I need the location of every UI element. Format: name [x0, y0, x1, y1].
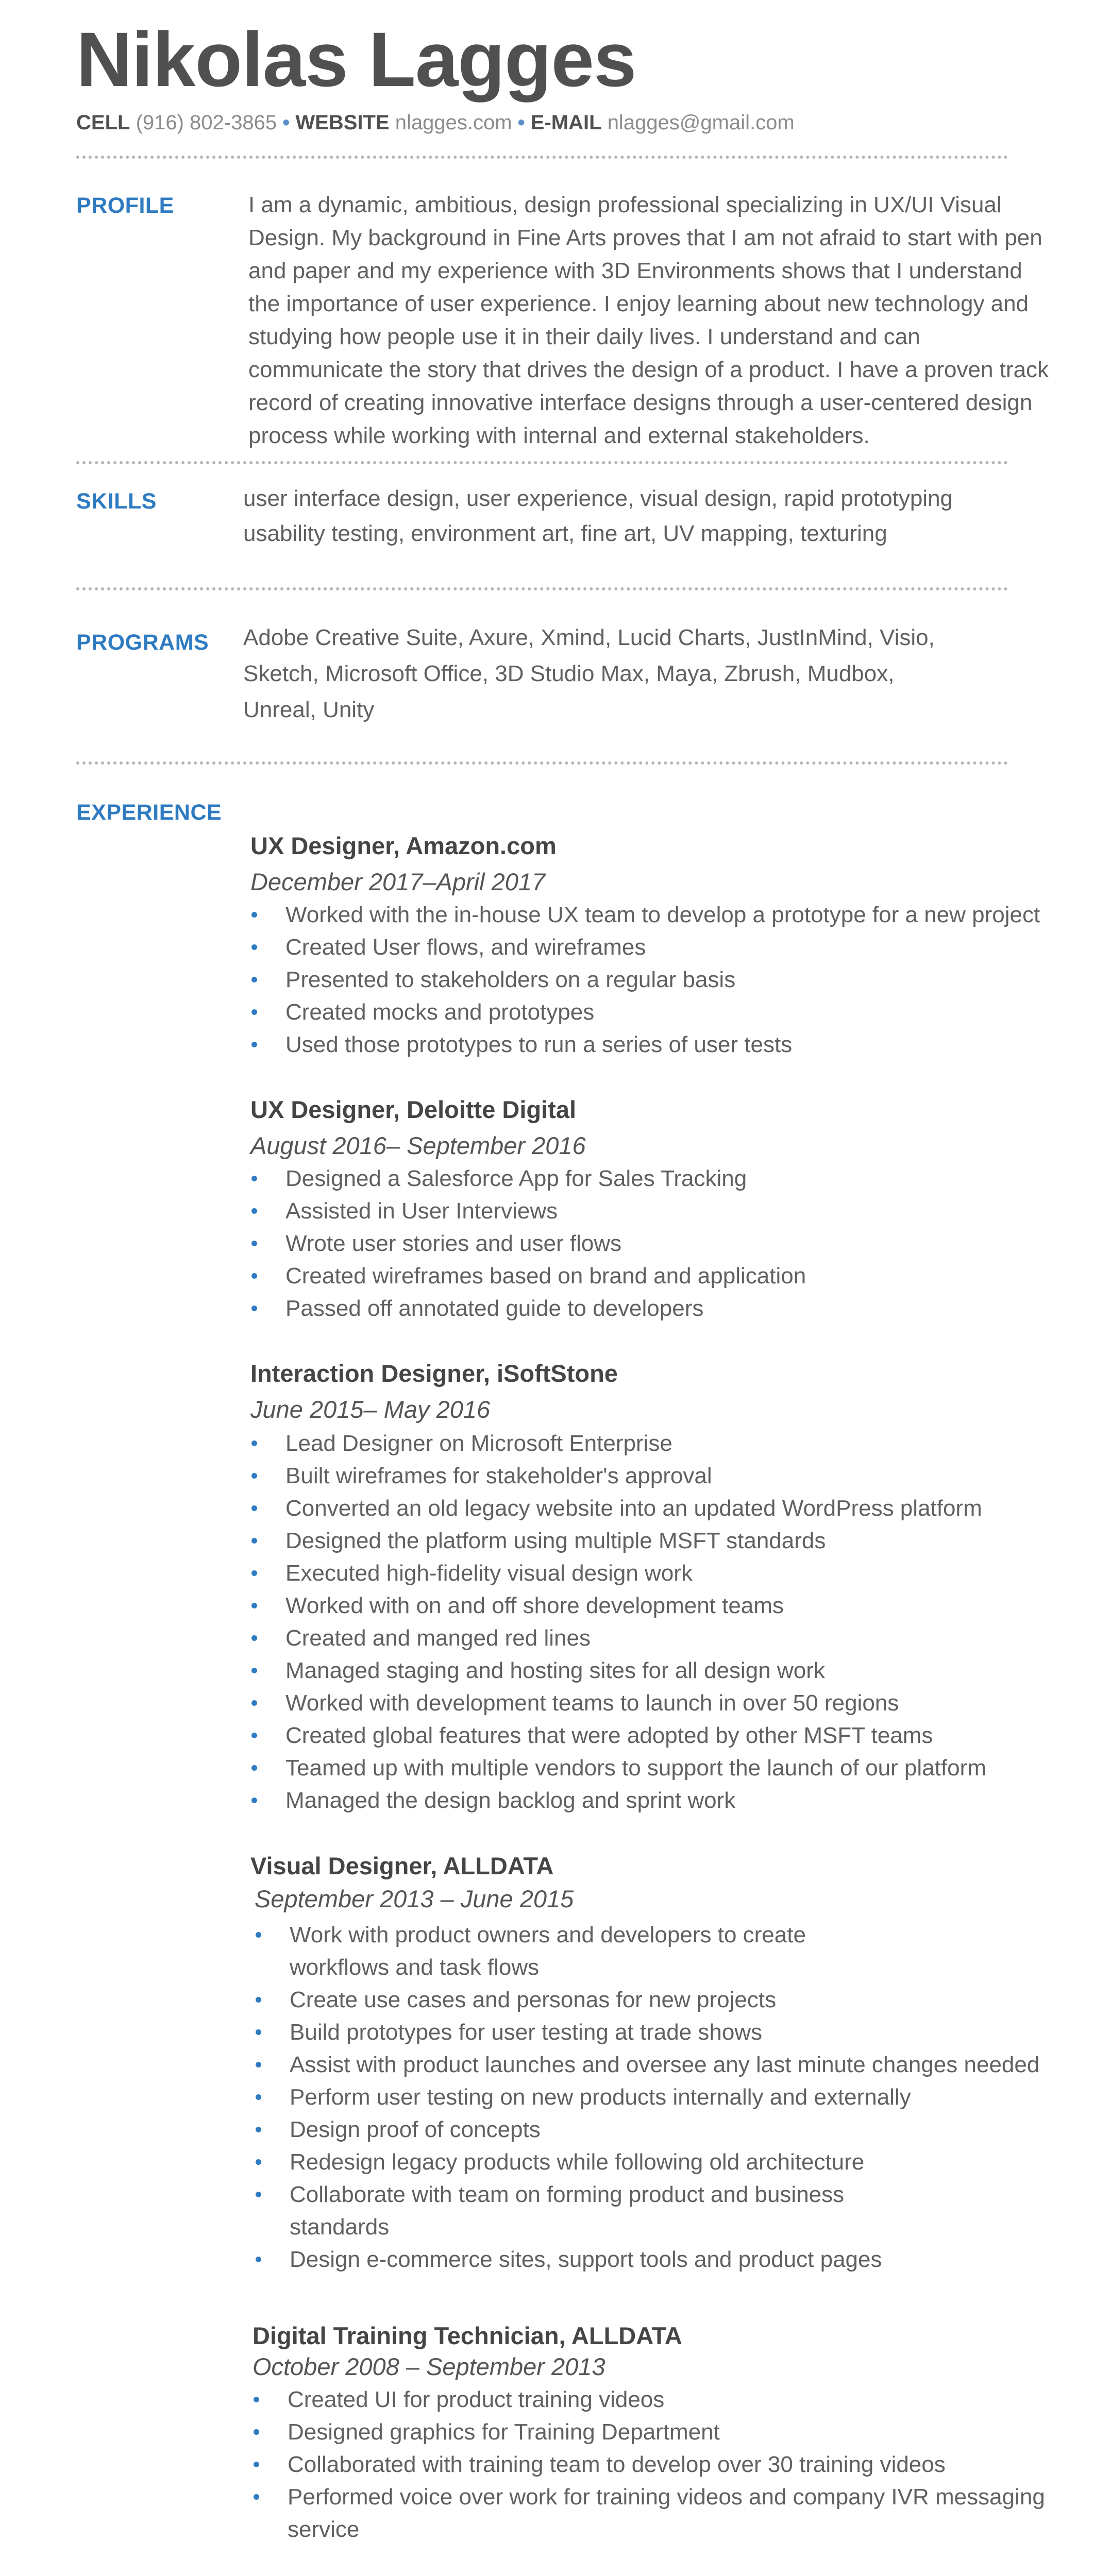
job-bullets [250, 2383, 1075, 2546]
programs-line: Adobe Creative Suite, Axure, Xmind, Lucid Charts, JustInMind, Visio, [243, 625, 935, 650]
list-item: Assisted in User Interviews [248, 1195, 1073, 1227]
list-item: Created global features that were adopted by other MSFT teams [248, 1719, 1073, 1752]
list-item: Created mocks and prototypes [248, 996, 1073, 1028]
list-item: Presented to stakeholders on a regular basis [248, 963, 1073, 996]
website-link[interactable]: nlagges.com [395, 111, 512, 134]
job-dates: August 2016– September 2016 [250, 1132, 586, 1159]
cell-value: (916) 802-3865 [136, 111, 277, 134]
email-link[interactable]: nlagges@gmail.com [607, 111, 795, 134]
list-item: Design e-commerce sites, support tools and product pages [253, 2243, 922, 2276]
job-bullets [253, 1919, 1040, 2276]
list-item: Designed a Salesforce App for Sales Tracking [248, 1162, 1073, 1195]
separator: • [282, 111, 290, 134]
list-item: Designed graphics for Training Department [250, 2416, 1075, 2448]
job-bullets [248, 1162, 1073, 1325]
list-item: Created wireframes based on brand and application [248, 1260, 1073, 1292]
list-item: Created User flows, and wireframes [248, 931, 1073, 963]
list-item: Lead Designer on Microsoft Enterprise [248, 1427, 1073, 1460]
job-bullets [248, 1427, 1073, 1817]
experience-label: EXPERIENCE [76, 800, 222, 825]
job-title: Interaction Designer, iSoftStone [250, 1360, 618, 1387]
skills-line: usability testing, environment art, fine art, UV mapping, texturing [243, 521, 887, 546]
programs-line: Sketch, Microsoft Office, 3D Studio Max, Maya, Zbrush, Mudbox, [243, 661, 895, 686]
list-item: Managed staging and hosting sites for all design work [248, 1654, 1073, 1687]
cell-label: CELL [76, 111, 130, 134]
section-divider [76, 461, 1008, 464]
list-item: Managed the design backlog and sprint work [248, 1784, 1073, 1817]
list-item: Created and manged red lines [248, 1622, 1073, 1654]
job-title: UX Designer, Amazon.com [250, 832, 557, 859]
section-divider [76, 587, 1008, 590]
job-title: Digital Training Technician, ALLDATA [253, 2322, 682, 2349]
email-label: E-MAIL [530, 111, 602, 134]
list-item: Created UI for product training videos [250, 2383, 1075, 2416]
list-item: Worked with development teams to launch in over 50 regions [248, 1687, 1073, 1719]
list-item: Design proof of concepts [253, 2113, 922, 2146]
list-item: Performed voice over work for training videos and company IVR messaging service [250, 2481, 1075, 2546]
profile-label: PROFILE [76, 193, 174, 218]
list-item: Executed high-fidelity visual design work [248, 1557, 1073, 1589]
list-item: Used those prototypes to run a series of user tests [248, 1028, 1073, 1061]
skills-line: user interface design, user experience, visual design, rapid prototyping [243, 486, 953, 511]
list-item: Assist with product launches and oversee any last minute changes needed [253, 2048, 1094, 2081]
job-dates: June 2015– May 2016 [250, 1396, 491, 1423]
job-bullets [248, 899, 1073, 1061]
list-item: Work with product owners and developers to create workflows and task flows [253, 1919, 831, 1984]
list-item: Passed off annotated guide to developers [248, 1292, 1073, 1325]
job-title: UX Designer, Deloitte Digital [250, 1096, 577, 1123]
list-item: Converted an old legacy website into an updated WordPress platform [248, 1492, 1073, 1524]
list-item: Worked with on and off shore development teams [248, 1589, 1073, 1622]
section-divider [76, 761, 1008, 765]
profile-text: I am a dynamic, ambitious, design professional specializing in UX/UI Visual Design. My background in Fine Arts proves that I am not afraid to start with pen and paper and my experience with 3D Environments shows that I understand the importance of user experience. I enjoy learning about new technology and studying how people use it in their daily lives. I understand and can communicate the story that drives the design of a product. I have a proven track record of creating innovative interface designs through a user-centered design process while working with internal and external stakeholders. [248, 192, 1049, 448]
separator: • [517, 111, 525, 134]
list-item: Teamed up with multiple vendors to support the launch of our platform [248, 1752, 1073, 1784]
list-item: Perform user testing on new products internally and externally [253, 2081, 922, 2113]
list-item: Wrote user stories and user flows [248, 1227, 1073, 1260]
list-item: Worked with the in-house UX team to develop a prototype for a new project [248, 899, 1073, 931]
contact-line [76, 111, 795, 134]
list-item: Create use cases and personas for new projects [253, 1984, 922, 2016]
job-dates: September 2013 – June 2015 [255, 1885, 574, 1912]
list-item: Built wireframes for stakeholder's approval [248, 1460, 1073, 1492]
job-dates: December 2017–April 2017 [250, 868, 546, 895]
programs-line: Unreal, Unity [243, 697, 375, 722]
list-item: Designed the platform using multiple MSFT standards [248, 1524, 1073, 1557]
job-dates: October 2008 – September 2013 [253, 2353, 605, 2380]
resume-name: Nikolas Lagges [76, 16, 636, 103]
list-item: Build prototypes for user testing at trade shows [253, 2016, 922, 2048]
section-divider [76, 156, 1008, 159]
job-title: Visual Designer, ALLDATA [250, 1852, 554, 1879]
list-item: Redesign legacy products while following old architecture [253, 2146, 922, 2178]
website-label: WEBSITE [295, 111, 390, 134]
list-item: Collaborate with team on forming product and business standards [253, 2178, 922, 2243]
skills-label: SKILLS [76, 489, 157, 514]
programs-label: PROGRAMS [76, 630, 209, 655]
list-item: Collaborated with training team to develop over 30 training videos [250, 2448, 1075, 2481]
